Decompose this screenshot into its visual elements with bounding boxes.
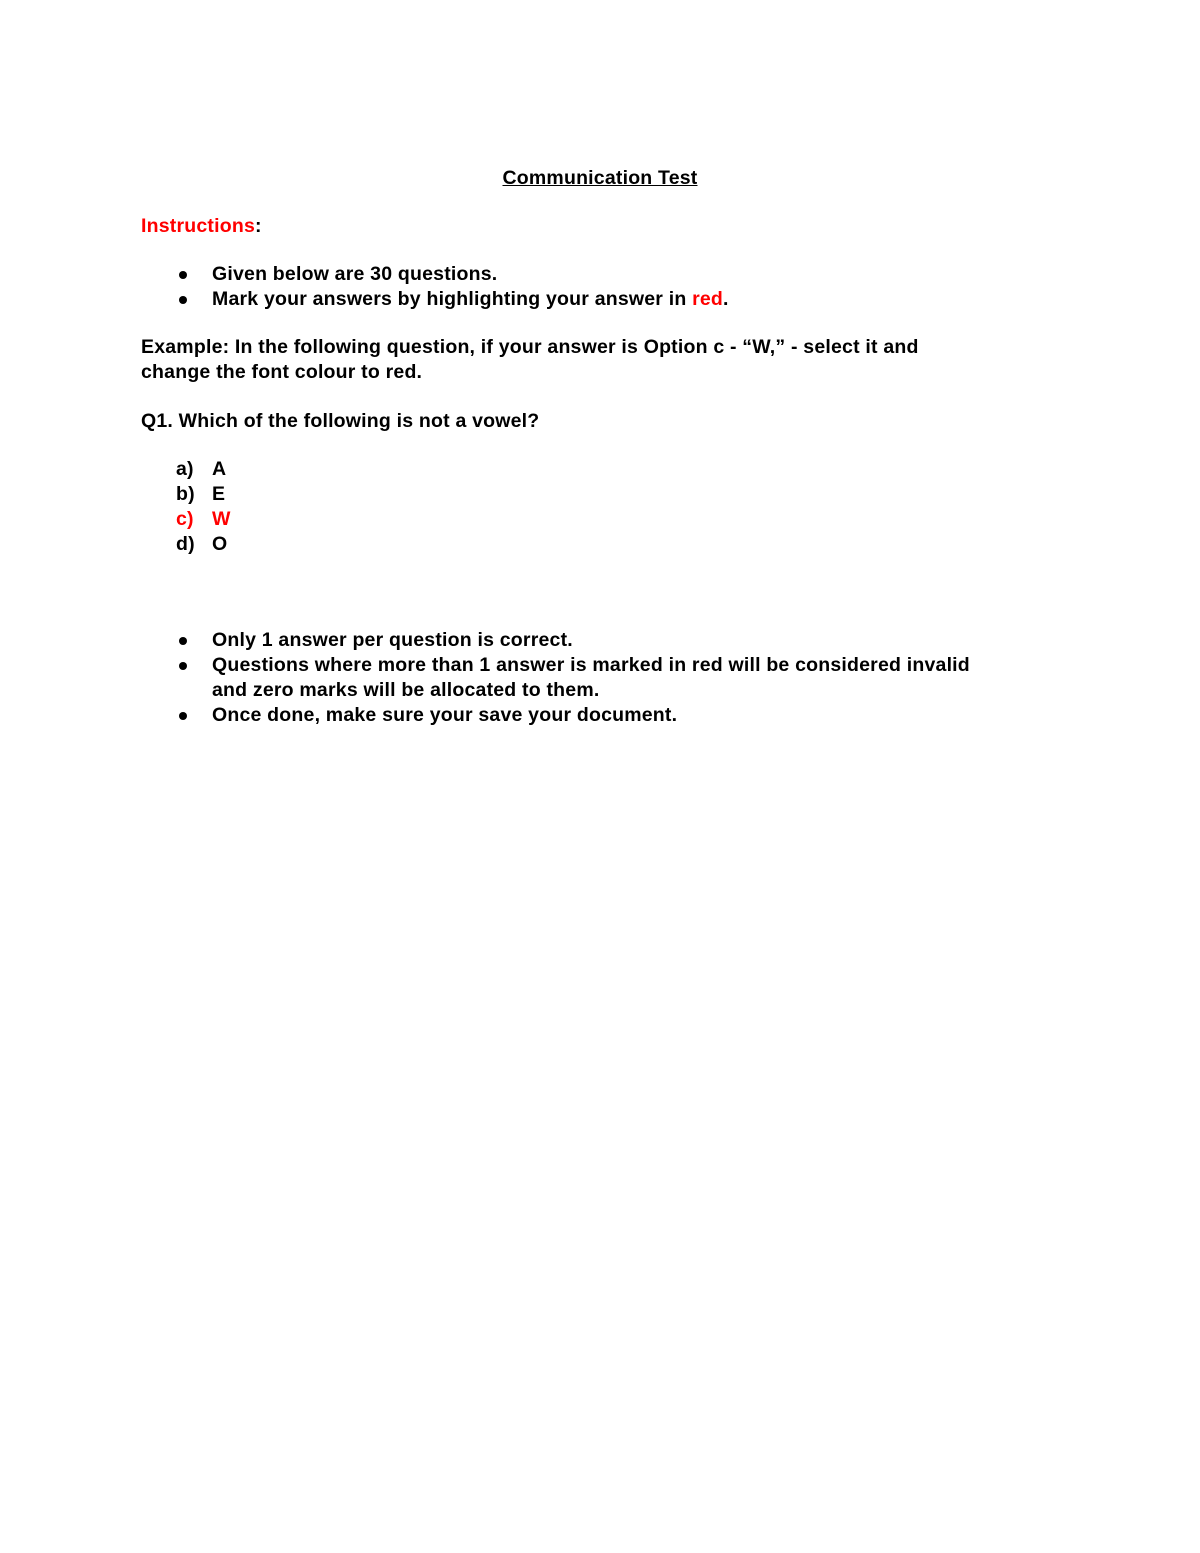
list-item-text: Mark your answers by highlighting your answer in bbox=[212, 288, 693, 310]
option-a[interactable] bbox=[141, 457, 231, 482]
page-title: Communication Test bbox=[502, 167, 698, 189]
option-letter: a) bbox=[176, 458, 194, 480]
option-letter: d) bbox=[176, 533, 195, 555]
option-d[interactable] bbox=[141, 532, 231, 557]
option-value: E bbox=[212, 483, 226, 505]
option-letter: b) bbox=[176, 483, 195, 505]
example-line-1: Example: In the following question, if your answer is Option c - “W,” - select it and bbox=[141, 336, 919, 358]
list-item-text-continued: and zero marks will be allocated to them. bbox=[212, 679, 600, 701]
example-paragraph bbox=[141, 335, 1041, 385]
option-c-selected[interactable] bbox=[141, 507, 231, 532]
option-value: W bbox=[212, 508, 231, 530]
instructions-colon: : bbox=[255, 215, 262, 237]
option-b[interactable] bbox=[141, 482, 231, 507]
list-item-text: Only 1 answer per question is correct. bbox=[212, 629, 573, 651]
instructions-list bbox=[141, 262, 1061, 312]
rules-list bbox=[141, 628, 1061, 728]
bullet-icon bbox=[179, 637, 187, 645]
red-word: red bbox=[692, 288, 724, 310]
list-item-text-end: . bbox=[723, 288, 729, 310]
question-text: Q1. Which of the following is not a vowel? bbox=[141, 410, 540, 432]
bullet-icon bbox=[179, 712, 187, 720]
bullet-icon bbox=[179, 271, 187, 279]
option-value: A bbox=[212, 458, 227, 480]
list-item-text: Questions where more than 1 answer is marked in red will be considered invalid bbox=[212, 654, 970, 676]
list-item-text: Given below are 30 questions. bbox=[212, 263, 498, 285]
list-item-text: Once done, make sure your save your document. bbox=[212, 704, 678, 726]
list-item bbox=[141, 287, 1061, 312]
list-item bbox=[141, 703, 1061, 728]
list-item bbox=[141, 262, 1061, 287]
instructions-label: Instructions bbox=[141, 215, 255, 237]
example-line-2: change the font colour to red. bbox=[141, 361, 423, 383]
option-letter: c) bbox=[176, 508, 194, 530]
bullet-icon bbox=[179, 296, 187, 304]
list-item bbox=[141, 653, 1061, 703]
list-item bbox=[141, 628, 1061, 653]
answer-options bbox=[141, 457, 231, 557]
option-value: O bbox=[212, 533, 228, 555]
bullet-icon bbox=[179, 662, 187, 670]
instructions-heading bbox=[141, 214, 262, 239]
